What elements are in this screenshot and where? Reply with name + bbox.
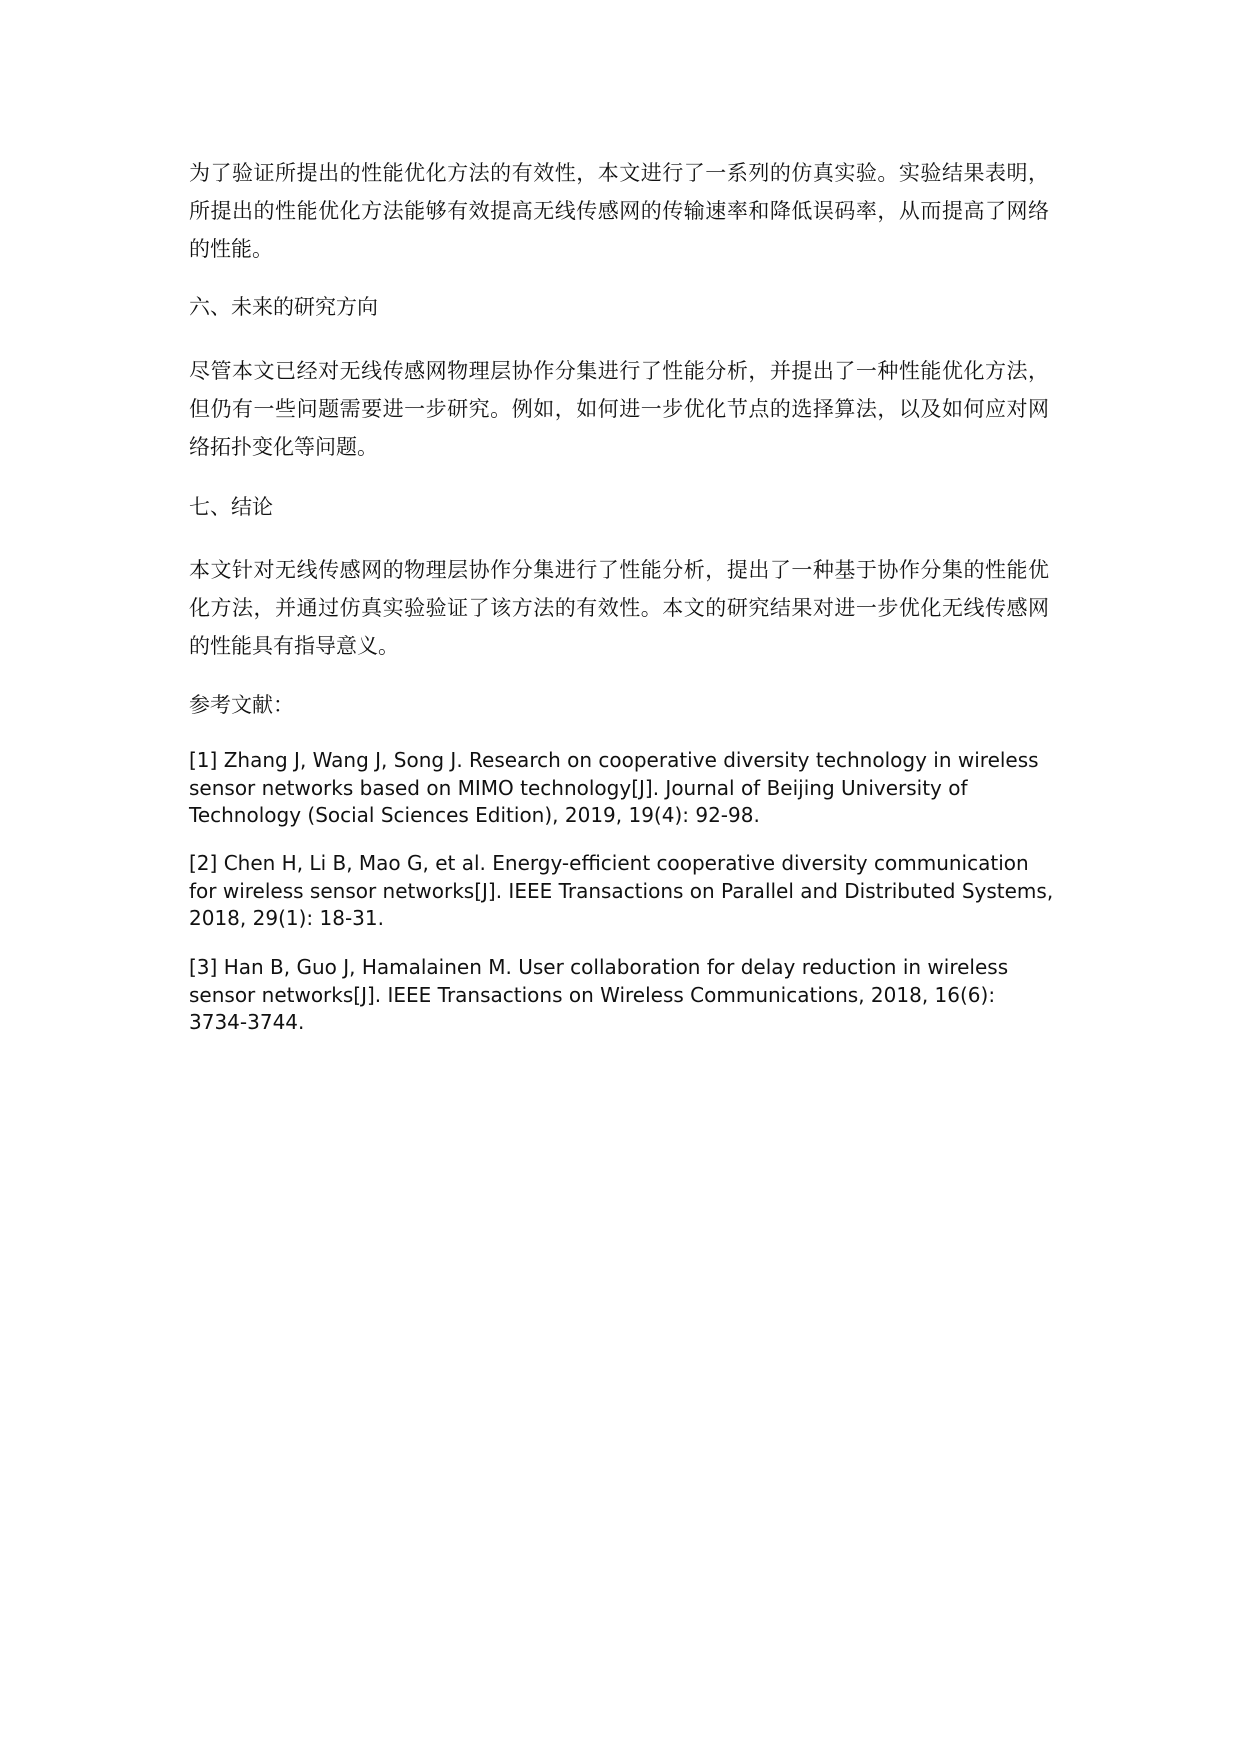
paragraph-conclusion: 本文针对无线传感网的物理层协作分集进行了性能分析，提出了一种基于协作分集的性能优化方法，并通过仿真实验验证了该方法的有效性。本文的研究结果对进一步优化无线传感网的性能具有指导意义。 <box>189 558 1049 658</box>
reference-item-1: [1] Zhang J, Wang J, Song J. Research on cooperative diversity technology in wireless sensor networks based on MIMO technology[J]. Journal of Beijing University of Technology (Social Sciences Edition), 2019, 19(4): 92-98. <box>189 748 1039 827</box>
reference-item-2: [2] Chen H, Li B, Mao G, et al. Energy-efficient cooperative diversity communication for wireless sensor networks[J]. IEEE Transactions on Parallel and Distributed Systems, 2018, 29(1): 18-31. <box>189 851 1054 930</box>
paragraph-validation: 为了验证所提出的性能优化方法的有效性，本文进行了一系列的仿真实验。实验结果表明，所提出的性能优化方法能够有效提高无线传感网的传输速率和降低误码率，从而提高了网络的性能。 <box>189 161 1049 261</box>
heading-references: 参考文献： <box>189 693 294 717</box>
reference-item-3: [3] Han B, Guo J, Hamalainen M. User collaboration for delay reduction in wireless sensor networks[J]. IEEE Transactions on Wireless Communications, 2018, 16(6): 3734-3744. <box>189 955 1009 1034</box>
heading-conclusion: 七、结论 <box>189 495 273 519</box>
heading-future-directions: 六、未来的研究方向 <box>189 295 378 319</box>
paragraph-future: 尽管本文已经对无线传感网物理层协作分集进行了性能分析，并提出了一种性能优化方法，但仍有一些问题需要进一步研究。例如，如何进一步优化节点的选择算法，以及如何应对网络拓扑变化等问题。 <box>189 359 1049 459</box>
